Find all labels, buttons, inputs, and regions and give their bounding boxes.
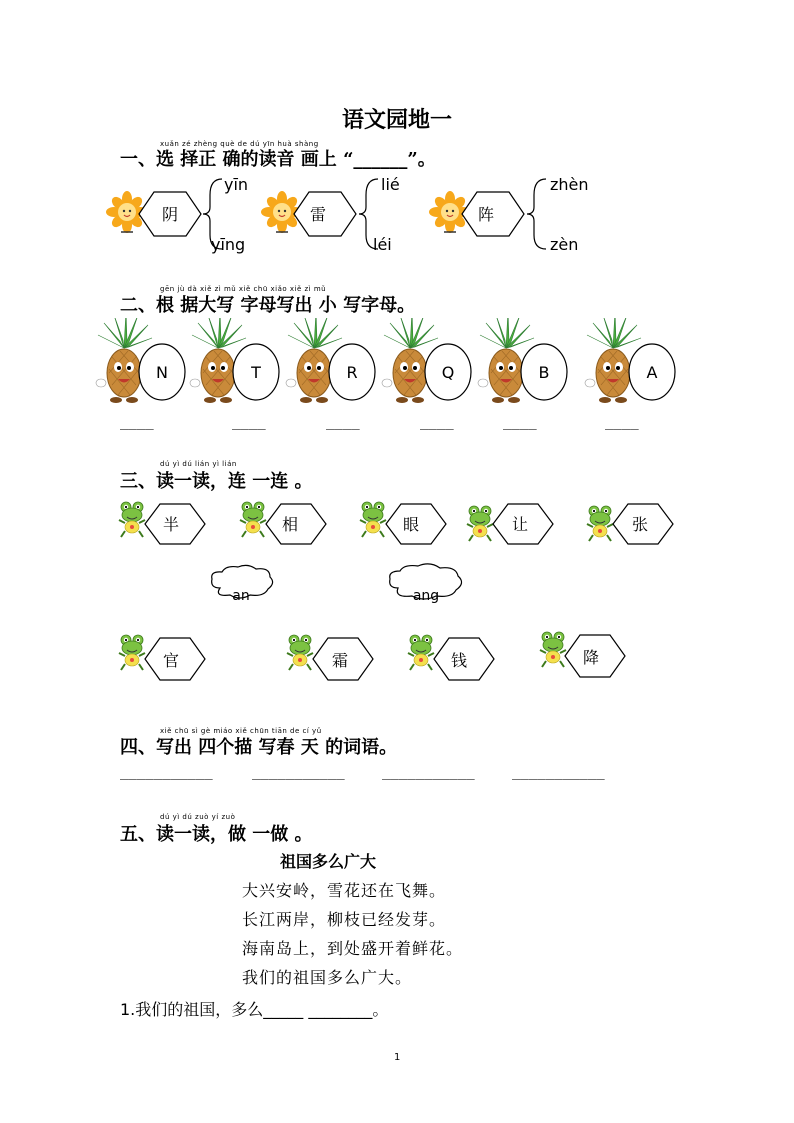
pinyin-option[interactable]: lié [381,175,400,194]
frog-icon [587,506,613,541]
section3-heading: 三、读一读，连 一连 。 [120,471,313,492]
frog-icon [408,635,434,670]
section2-heading: 二、根 据大写 字母写出 小 写字母。 [120,295,416,316]
section1-figures [0,175,794,255]
frog-icon [540,632,566,667]
capital-letter: A [646,363,658,382]
cloud-label: an [232,588,250,604]
character: 半 [163,515,180,534]
section3-pinyin: dú yì dú lián yì lián [160,460,237,468]
answer-blank[interactable]: ____ [232,414,266,430]
character: 降 [583,648,600,667]
answer-blank[interactable]: ____ [326,414,360,430]
section4-pinyin: xiě chū sì gè miáo xiě chūn tiān de cí yǔ [160,727,322,735]
character: 相 [282,515,299,534]
capital-letter: T [251,363,261,382]
section4-heading: 四、写出 四个描 写春 天 的词语。 [120,737,398,758]
answer-blank[interactable]: ___________ [512,764,605,780]
question-1[interactable]: 1.我们的祖国，多么_____ ________。 [120,1000,389,1019]
poem-line: 长江两岸，柳枝已经发芽。 [242,910,447,929]
pinyin-option[interactable]: zèn [550,235,579,254]
capital-letter: B [538,363,550,382]
answer-blank[interactable]: ___________ [382,764,475,780]
character: 眼 [403,515,420,534]
answer-blank[interactable]: ___________ [120,764,213,780]
poem-line: 大兴安岭，雪花还在飞舞。 [242,881,447,900]
hexagon-char: 雷 [310,205,327,224]
page-title: 语文园地一 [341,107,452,133]
section5-heading: 五、读一读，做 一做 。 [120,824,313,845]
cloud-shape [390,564,462,604]
pinyin-option[interactable]: yīng [211,235,246,254]
frog-icon [240,502,266,537]
page-number: 1 [394,1052,401,1063]
answer-blank[interactable]: ____ [503,414,537,430]
section1-pinyin: xuǎn zé zhèng què de dú yīn huà shàng [160,140,319,148]
capital-letter: R [346,363,358,382]
character: 张 [632,515,649,534]
answer-blank[interactable]: ____ [605,414,639,430]
section2-pinyin: gēn jù dà xiě zì mǔ xiě chū xiǎo xiě zì mǔ [160,285,327,293]
character: 让 [512,515,529,534]
pinyin-option[interactable]: yīn [224,175,249,194]
hexagon-char: 阴 [162,205,179,224]
frog-icon [119,635,145,670]
frog-icon [119,502,145,537]
frog-icon [360,502,386,537]
hexagon-char: 阵 [478,205,495,224]
pinyin-option[interactable]: zhèn [550,175,589,194]
answer-blank[interactable]: ___________ [252,764,345,780]
pinyin-option[interactable]: léi [373,235,392,254]
capital-letter: N [156,363,168,382]
frog-icon [467,506,493,541]
capital-letter: Q [441,363,455,382]
character: 霜 [332,651,349,670]
character: 钱 [451,651,468,670]
poem-line: 我们的祖国多么广大。 [242,968,413,987]
frog-icon [287,635,313,670]
section1-heading: 一、选 择正 确的读音 画上 “______”。 [120,149,436,170]
section5-pinyin: dú yì dú zuò yí zuò [160,813,236,821]
cloud-label: ang [412,588,440,604]
answer-blank[interactable]: ____ [420,414,454,430]
poem-title: 祖国多么广大 [280,852,377,871]
character: 官 [163,651,180,670]
section3-figures [0,495,794,695]
cloud-shape [212,565,273,604]
poem-line: 海南岛上，到处盛开着鲜花。 [242,939,464,958]
answer-blank[interactable]: ____ [120,414,154,430]
